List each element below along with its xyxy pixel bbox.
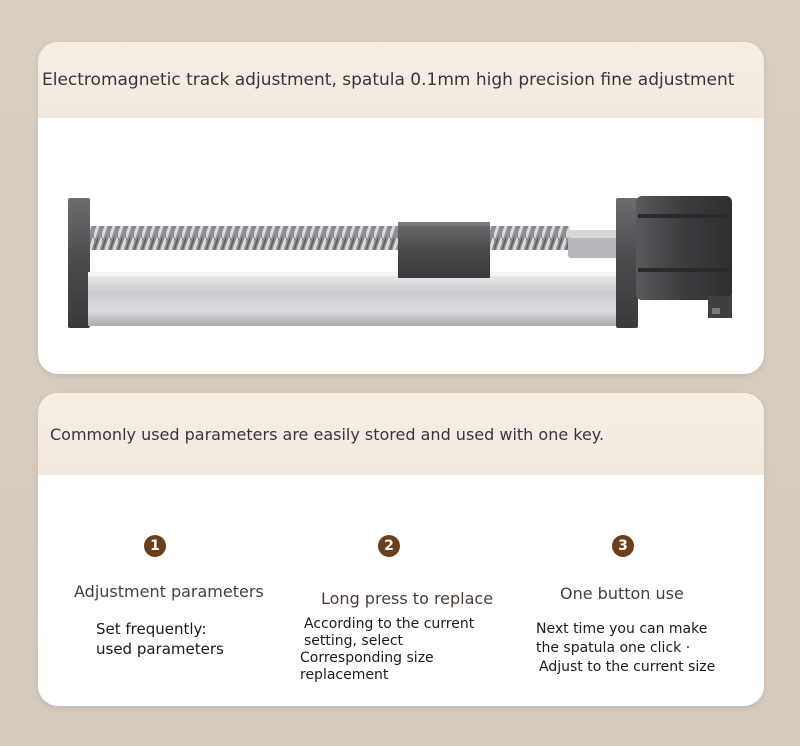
step-title-2: Long press to replace	[321, 589, 494, 608]
step-title-3: One button use	[560, 584, 684, 603]
step-desc-line: Adjust to the current size	[539, 659, 716, 675]
left-end-block	[68, 198, 90, 328]
step-number-3: 3	[612, 535, 634, 557]
step-desc-line: Corresponding size	[300, 650, 434, 666]
step-desc-line: setting, select	[304, 633, 404, 649]
stepper-motor	[636, 196, 732, 300]
step-desc-line: According to the current	[304, 616, 475, 632]
track-adjustment-card	[38, 42, 764, 374]
parameters-heading: Commonly used parameters are easily stored and used with one key.	[38, 393, 764, 475]
step-desc-line: Next time you can make	[536, 621, 708, 637]
step-desc-line: the spatula one click ·	[536, 640, 691, 656]
step-desc-3	[536, 620, 736, 677]
step-desc-1	[96, 619, 224, 659]
linear-module-illustration	[38, 118, 764, 374]
step-desc-line: used parameters	[96, 640, 224, 658]
step-desc-2	[300, 616, 480, 684]
motor-flange	[616, 198, 638, 328]
aluminium-rail	[88, 274, 628, 326]
step-number-2: 2	[378, 535, 400, 557]
step-number-1: 1	[144, 535, 166, 557]
step-desc-line: replacement	[300, 667, 389, 683]
track-adjustment-heading: Electromagnetic track adjustment, spatula 0.1mm high precision fine adjustment	[38, 42, 764, 118]
steps-section	[38, 475, 764, 706]
step-title-1: Adjustment parameters	[74, 582, 264, 601]
lead-screw	[90, 226, 570, 250]
carriage-slider	[398, 222, 490, 278]
parameters-card	[38, 393, 764, 706]
step-desc-line: Set frequently:	[96, 620, 207, 638]
